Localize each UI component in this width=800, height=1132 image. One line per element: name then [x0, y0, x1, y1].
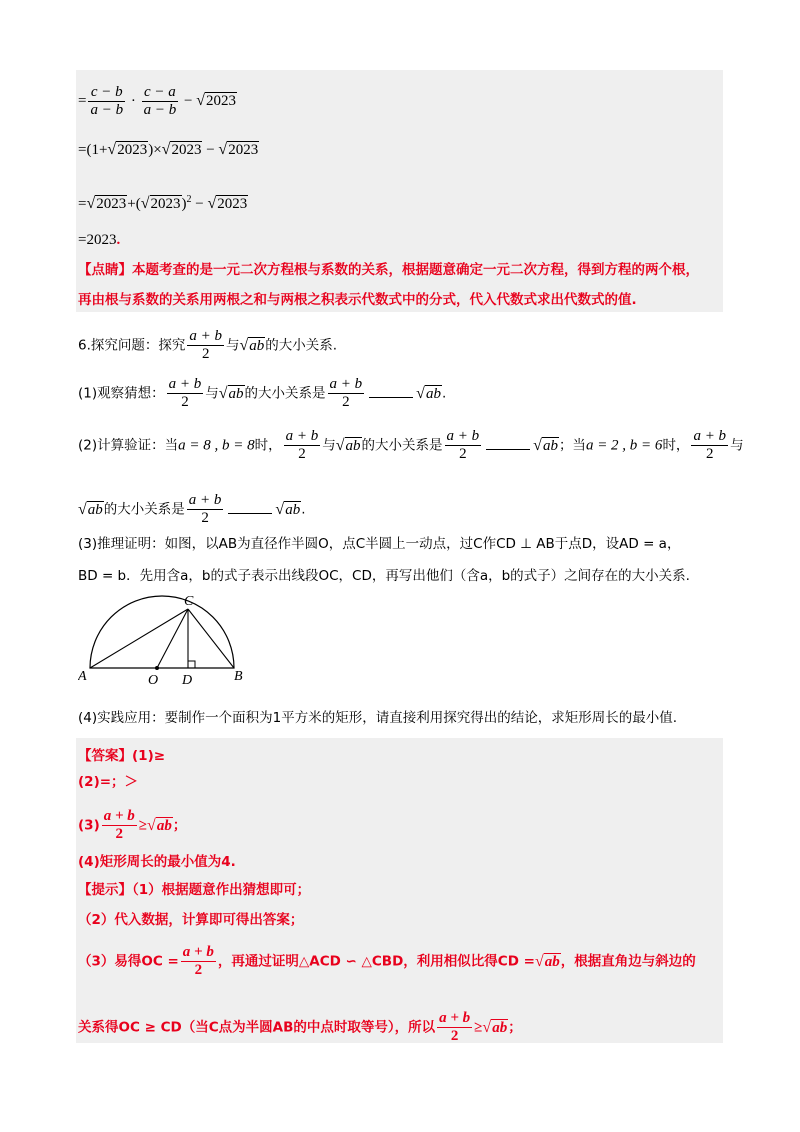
label-a: A: [78, 669, 87, 684]
answer-blank[interactable]: [486, 449, 530, 450]
solution-line-2: =(1+√2023)×√2023 − √2023: [78, 141, 259, 158]
answer-blank[interactable]: [228, 513, 272, 514]
answer-line-3: (3) $\frac{a + b}{2}$ ≥√ab；: [78, 808, 187, 842]
problem6-part3-line2: BD = b．先用含a，b的式子表示出线段OC，CD，再写出他们（含a，b的式子）之间存在的大小关系.: [78, 568, 690, 584]
point-o: [155, 666, 159, 670]
label-c: C: [184, 594, 194, 609]
label-b: B: [234, 669, 243, 684]
problem6-part1: (1)观察猜想： $\frac{a + b}{2}$ 与√ab的大小关系是 $\frac{a + b}{2}$ √ab.: [78, 376, 447, 410]
semicircle-figure: [78, 594, 248, 686]
dianjing-tag: 【点睛】: [78, 262, 132, 278]
problem6-part2: (2)计算验证：当a = 8 , b = 8时， $\frac{a + b}{2}$ 与√ab的大小关系是 $\frac{a + b}{2}$ √ab；当a = 2 , b = 6时， $\frac{a + b}{2}$ 与: [78, 428, 744, 462]
hint-tag: 【提示】: [78, 882, 132, 898]
answer-line-1: 【答案】(1)≥: [78, 748, 166, 764]
answer-line-4: (4)矩形周长的最小值为4.: [78, 854, 236, 870]
hint-line-1: 【提示】（1）根据题意作出猜想即可；: [78, 882, 311, 898]
segment-ac: [90, 609, 188, 668]
solution-line-3: $=√2023+(√2023)^2 - √2023$: [78, 194, 248, 212]
right-angle-mark: [188, 661, 195, 668]
segment-cb: [188, 609, 234, 668]
label-o: O: [148, 673, 159, 686]
label-d: D: [182, 673, 193, 686]
answer-tag: 【答案】: [78, 748, 132, 764]
answer-line-2: (2)=；＞: [78, 774, 139, 790]
problem6-part2-cont: √ab的大小关系是 $\frac{a + b}{2}$ √ab.: [78, 492, 306, 526]
solution-line-1: = $\frac{c - b}{a - b}$ · $\frac{c - a}{a - b}$ − √2023: [78, 84, 236, 118]
semicircle-arc: [90, 596, 234, 668]
dianjing-line-2: 再由根与系数的关系用两根之和与两根之积表示代数式中的分式，代入代数式求出代数式的值.: [78, 292, 637, 308]
problem6-part3-line1: (3)推理证明：如图，以AB为直径作半圆O，点C半圆上一动点，过C作CD ⊥ AB于点D，设AD = a，: [78, 536, 681, 552]
dianjing-line-1: 【点睛】本题考查的是一元二次方程根与系数的关系，根据题意确定一元二次方程，得到方程的两个根，: [78, 262, 699, 278]
problem6-part4: (4)实践应用：要制作一个面积为1平方米的矩形，请直接利用探究得出的结论，求矩形周长的最小值.: [78, 710, 678, 726]
solution-line-4: =2023.: [78, 232, 121, 248]
hint-line-3: （3）易得OC = $\frac{a + b}{2}$ ，再通过证明△ACD ∽ △CBD，利用相似比得CD =√ab，根据直角边与斜边的: [78, 944, 696, 978]
problem6-intro: 6.探究问题：探究 $\frac{a + b}{2}$ 与√ab的大小关系.: [78, 328, 338, 362]
hint-line-4: 关系得OC ≥ CD（当C点为半圆AB的中点时取等号），所以 $\frac{a + b}{2}$ ≥√ab；: [78, 1010, 522, 1044]
answer-blank[interactable]: [369, 397, 413, 398]
hint-line-2: （2）代入数据，计算即可得出答案；: [78, 912, 304, 928]
